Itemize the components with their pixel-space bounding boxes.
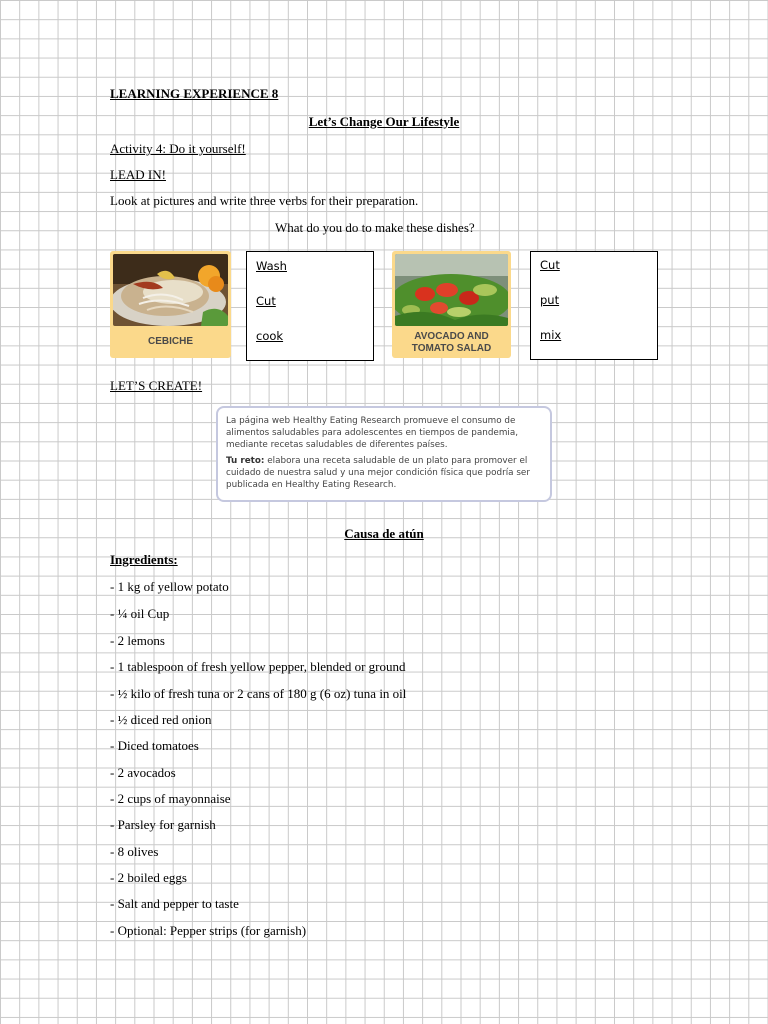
verb-item: Cut <box>256 294 276 308</box>
dish-caption-avocado-line2: TOMATO SALAD <box>411 343 492 354</box>
ingredient-item: - ¼ oil Cup <box>110 606 170 621</box>
dish-card-avocado-salad <box>392 251 511 358</box>
question-text: What do you do to make these dishes? <box>275 220 475 235</box>
verbs-box-avocado-salad <box>530 251 658 360</box>
ingredients-heading: Ingredients: <box>110 552 178 567</box>
note-intro: La página web Healthy Eating Research promueve el consumo de alimentos saludables para adolescentes en tiempos de pandemia, mediante recetas saludables de diferentes países. <box>226 416 519 450</box>
ingredient-item: - ½ diced red onion <box>110 712 212 727</box>
ingredient-item: - Salt and pepper to taste <box>110 896 239 911</box>
avocado-salad-photo <box>395 254 508 326</box>
verbs-box-cebiche <box>246 251 374 361</box>
document-header: LEARNING EXPERIENCE 8 <box>110 86 279 101</box>
ingredient-item: - 2 avocados <box>110 765 176 780</box>
dish-card-cebiche <box>110 251 231 358</box>
dish-caption-cebiche: CEBICHE <box>147 336 193 347</box>
ingredient-item: - 2 lemons <box>110 633 165 648</box>
verb-item: cook <box>256 329 284 343</box>
ingredient-item: - 1 kg of yellow potato <box>110 579 229 594</box>
ingredient-item: - ½ kilo of fresh tuna or 2 cans of 180 g (6 oz) tuna in oil <box>110 686 407 701</box>
recipe-title: Causa de atún <box>344 526 424 541</box>
page-title: Let’s Change Our Lifestyle <box>308 114 460 129</box>
lets-create-label: LET’S CREATE! <box>110 378 203 393</box>
dish-caption-avocado-line1: AVOCADO AND <box>414 331 489 342</box>
verb-item: mix <box>540 328 562 342</box>
note-challenge <box>226 455 542 491</box>
ingredient-item: - Optional: Pepper strips (for garnish) <box>110 923 307 938</box>
instruction-text: Look at pictures and write three verbs for their preparation. <box>110 193 419 208</box>
cebiche-photo <box>113 254 228 326</box>
note-challenge-label: Tu reto: <box>226 456 265 466</box>
ingredient-item: - 2 boiled eggs <box>110 870 187 885</box>
lead-in-label: LEAD IN! <box>110 167 166 182</box>
ingredient-item: - 8 olives <box>110 844 159 859</box>
activity-label: Activity 4: Do it yourself! <box>110 141 246 156</box>
challenge-note-box <box>216 406 552 502</box>
note-challenge-text: elabora una receta saludable de un plato para promover el cuidado de nuestra salud y una mejor condición física que podría ser publicada en Healthy Eating Research. <box>226 456 530 490</box>
verb-item: Wash <box>256 259 287 273</box>
ingredient-item: - 2 cups of mayonnaise <box>110 791 231 806</box>
verb-item: Cut <box>540 258 560 272</box>
ingredient-item: - Parsley for garnish <box>110 817 216 832</box>
ingredient-item: - 1 tablespoon of fresh yellow pepper, blended or ground <box>110 659 406 674</box>
ingredient-item: - Diced tomatoes <box>110 738 199 753</box>
verb-item: put <box>540 293 560 307</box>
